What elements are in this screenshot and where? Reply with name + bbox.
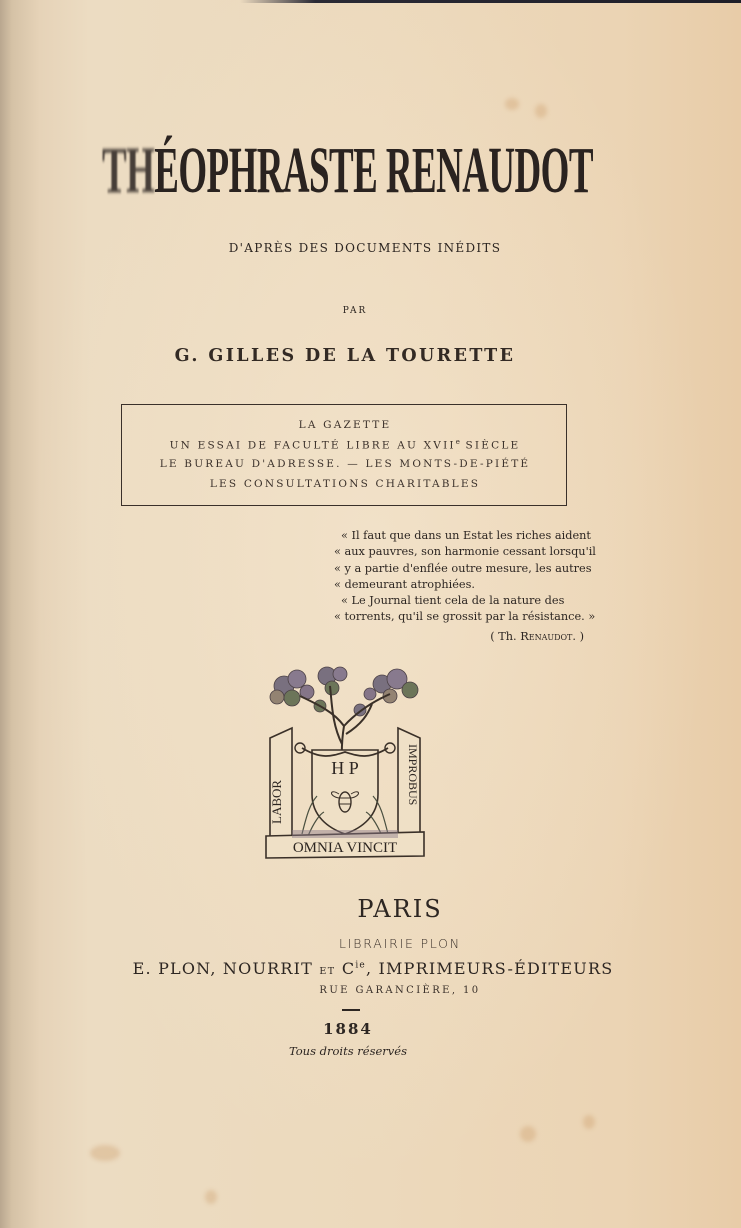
foxing-stain (505, 98, 519, 110)
foxing-stain (90, 1145, 120, 1161)
epigraph-line: « demeurant atrophiées. (334, 577, 475, 591)
imprint-publisher: LIBRAIRIE PLON (339, 936, 461, 951)
scan-edge-shadow (240, 0, 741, 3)
book-title (102, 134, 617, 207)
emblem-right-banner-text: IMPROBUS (406, 744, 420, 806)
epigraph-line: « Il faut que dans un Estat les riches aident (341, 529, 591, 542)
by-label: PAR (342, 306, 368, 316)
contents-box (121, 404, 567, 506)
imprint-printers: E. PLON, NOURRIT ET $C^{ie}$, IMPRIMEURS-ÉDITEURS (132, 959, 614, 978)
contents-line: LE BUREAU D'ADRESSE. — LES MONTS-DE-PIÉTÉ (159, 458, 531, 470)
title-blurred-part: TH (102, 134, 155, 207)
emblem-bottom-banner-text: OMNIA VINCIT (292, 840, 398, 856)
foxing-stain (583, 1115, 595, 1129)
rights-notice: Tous droits réservés (288, 1044, 407, 1058)
contents-line: LES CONSULTATIONS CHARITABLES (209, 478, 481, 490)
imprint-city: PARIS (357, 895, 443, 923)
epigraph-line: « aux pauvres, son harmonie cessant lorsqu'il (334, 545, 596, 559)
publication-year: 1884 (323, 1020, 373, 1038)
contents-line: UN ESSAI DE FACULTÉ LIBRE AU XVIIe SIÈCLE (169, 438, 521, 452)
contents-line: LA GAZETTE (298, 419, 392, 431)
emblem-monogram: H P (331, 758, 359, 778)
subtitle: D'APRÈS DES DOCUMENTS INÉDITS (228, 241, 502, 255)
emblem-left-banner-text: LABOR (269, 779, 284, 824)
imprint-address: RUE GARANCIÈRE, 10 (319, 985, 481, 996)
foxing-stain (520, 1126, 536, 1142)
epigraph-line: « y a partie d'enflée outre mesure, les autres (334, 561, 592, 575)
foxing-stain (535, 104, 547, 118)
epigraph-attribution: ( Th. Renaudot. ) (490, 629, 584, 643)
divider-rule (342, 1009, 360, 1011)
printers-mark-emblem-icon (262, 664, 428, 860)
epigraph (334, 528, 598, 645)
foxing-stain (205, 1190, 217, 1204)
epigraph-line: « Le Journal tient cela de la nature des (341, 594, 565, 608)
author-name: G. GILLES DE LA TOURETTE (174, 346, 516, 366)
epigraph-line: « torrents, qu'il se grossit par la résistance. » (334, 610, 596, 624)
title-main-part: ÉOPHRASTE RENAUDOT (154, 134, 593, 207)
